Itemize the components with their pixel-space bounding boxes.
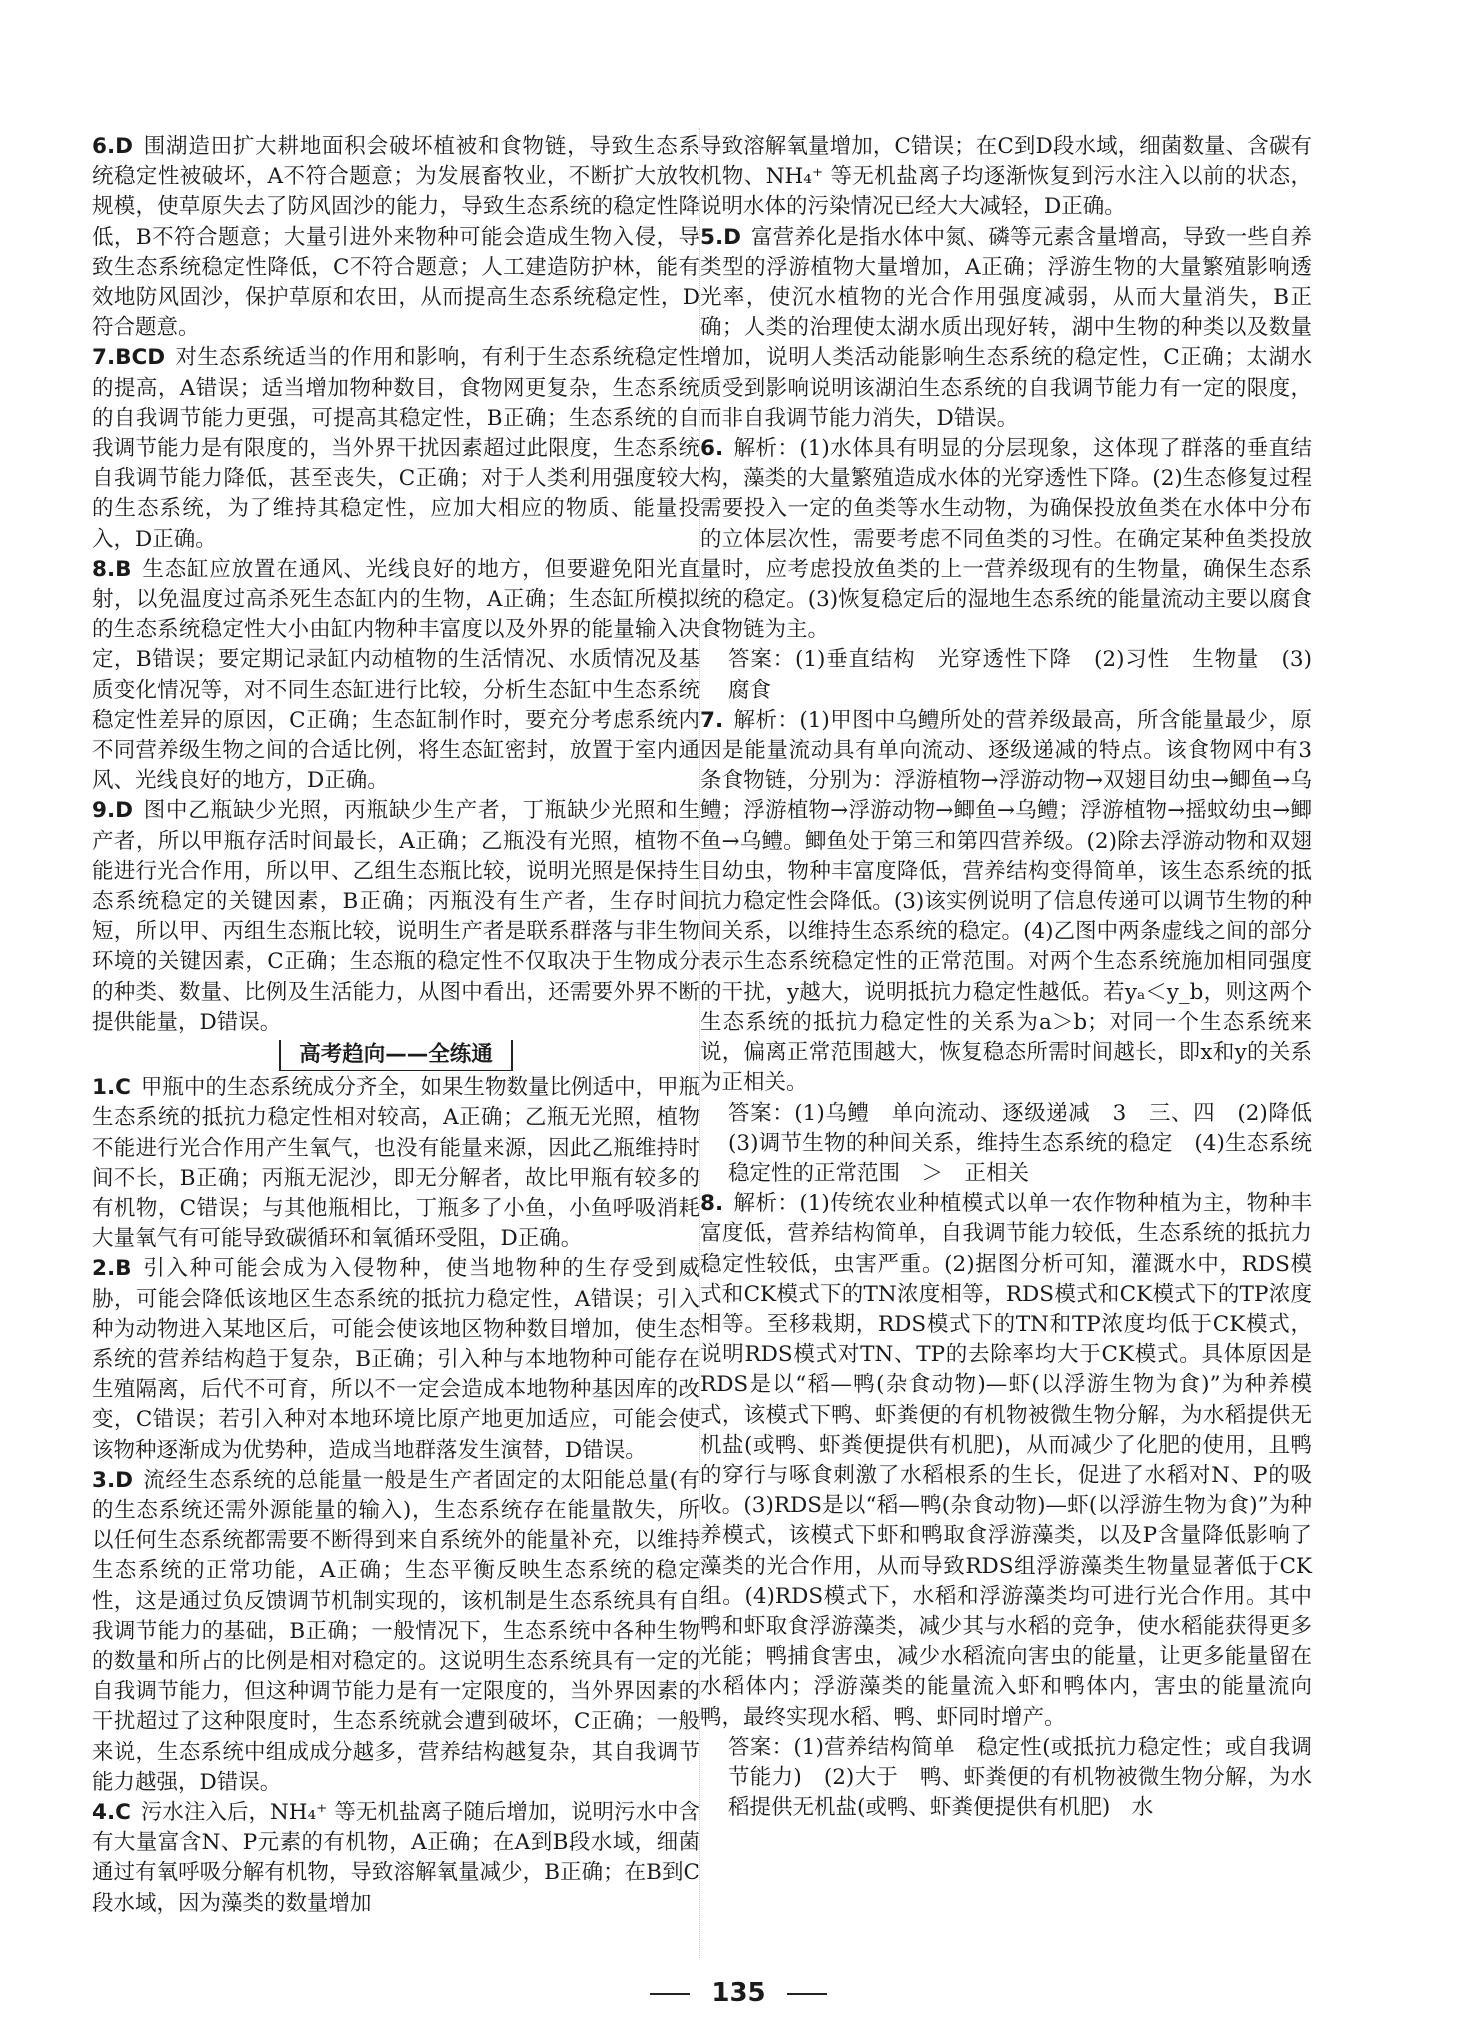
question-number: 8.B xyxy=(92,556,132,582)
question-explanation xyxy=(700,1189,1312,1733)
left-column xyxy=(92,132,700,1919)
question-number: 9.D xyxy=(92,798,133,824)
section-header xyxy=(92,1040,700,1071)
question-number: 7.BCD xyxy=(92,345,166,371)
question-number: 8. xyxy=(700,1191,724,1217)
explanation-text: 污水注入后，NH₄⁺ 等无机盐离子随后增加，说明污水中含有大量富含N、P元素的有机物，A正确；在A到B段水域，细菌通过有氧呼吸分解有机物，导致溶解氧量减少，B正确；在B到C段水域，因为藻类的数量增加 xyxy=(92,1799,700,1916)
footer-dash-right xyxy=(787,1993,827,1995)
explanation-text: 导致溶解氧量增加，C错误；在C到D段水域，细菌数量、含碳有机物、NH₄⁺ 等无机盐离子均逐渐恢复到污水注入以前的状态，说明水体的污染情况已经大大减轻，D正确。 xyxy=(700,134,1312,220)
question-explanation xyxy=(92,343,700,554)
explanation-text: 解析：(1)水体具有明显的分层现象，这体现了群落的垂直结构，藻类的大量繁殖造成水体的光穿透性下降。(2)生态修复过程需要投入一定的鱼类等水生动物，为确保投放鱼类在水体中分布的立体层次性，需要考虑不同鱼类的习性。在确定某种鱼类投放量时，应考虑投放鱼类的上一营养级现有的生物量，确保生态系统的稳定。(3)恢复稳定后的湿地生态系统的能量流动主要以腐食食物链为主。 xyxy=(700,436,1312,643)
right-column xyxy=(700,132,1334,1823)
question-number: 3.D xyxy=(92,1467,133,1493)
page-number-footer xyxy=(0,1978,1477,2008)
explanation-text: 解析：(1)传统农业种植模式以单一农作物种植为主，物种丰富度低，营养结构简单，自我调节能力较低，生态系统的抵抗力稳定性较低，虫害严重。(2)据图分析可知，灌溉水中，RDS模式和CK模式下的TN浓度相等，RDS模式和CK模式下的TP浓度相等。至移栽期，RDS模式下的TN和TP浓度均低于CK模式，说明RDS模式对TN、TP的去除率均大于CK模式。具体原因是RDS是以“稻—鸭(杂食动物)—虾(以浮游生物为食)”为种养模式，该模式下鸭、虾粪便的有机物被微生物分解，为水稻提供无机盐(或鸭、虾粪便提供有机肥)，从而减少了化肥的使用，且鸭的穿行与啄食刺激了水稻根系的生长，促进了水稻对N、P的吸收。(3)RDS是以“稻—鸭(杂食动物)—虾(以浮游生物为食)”为种养模式，该模式下虾和鸭取食浮游藻类，以及P含量降低影响了藻类的光合作用，从而导致RDS组浮游藻类生物量显著低于CK组。(4)RDS模式下，水稻和浮游藻类均可进行光合作用。其中鸭和虾取食浮游藻类，减少其与水稻的竞争，使水稻能获得更多光能；鸭捕食害虫，减少水稻流向害虫的能量，让更多能量留在水稻体内；浮游藻类的能量流入虾和鸭体内，害虫的能量流向鸭，最终实现水稻、鸭、虾同时增产。 xyxy=(700,1191,1312,1730)
explanation-text: 围湖造田扩大耕地面积会破坏植被和食物链，导致生态系统稳定性被破坏，A不符合题意；为发展畜牧业，不断扩大放牧规模，使草原失去了防风固沙的能力，导致生态系统的稳定性降低，B不符合题意；大量引进外来物种可能会造成生物入侵，导致生态系统稳定性降低，C不符合题意；人工建造防护林，能有效地防风固沙，保护草原和农田，从而提高生态系统稳定性，D符合题意。 xyxy=(92,134,700,341)
question-number: 1.C xyxy=(92,1075,131,1101)
question-explanation xyxy=(92,796,700,1038)
explanation-text: 引入种可能会成为入侵物种，使当地物种的生存受到威胁，可能会降低该地区生态系统的抵抗力稳定性，A错误；引入种为动物进入某地区后，可能会使该地区物种数目增加，使生态系统的营养结构趋于复杂，B正确；引入种与本地物种可能存在生殖隔离，后代不可育，所以不一定会造成本地物种基因库的改变，C错误；若引入种对本地环境比原产地更加适应，可能会使该物种逐渐成为优势种，造成当地群落发生演替，D错误。 xyxy=(92,1256,700,1463)
section-header-text: 高考趋向——全练通 xyxy=(279,1040,513,1071)
explanation-text: 解析：(1)甲图中乌鳢所处的营养级最高，所含能量最少，原因是能量流动具有单向流动、逐级递减的特点。该食物网中有3条食物链，分别为：浮游植物→浮游动物→双翅目幼虫→鲫鱼→乌鳢；浮游植物→浮游动物→鲫鱼→乌鳢；浮游植物→摇蚊幼虫→鲫鱼→乌鳢。鲫鱼处于第三和第四营养级。(2)除去浮游动物和双翅目幼虫，物种丰富度降低，营养结构变得简单，该生态系统的抵抗力稳定性会降低。(3)该实例说明了信息传递可以调节生物的种间关系，以维持生态系统的稳定。(4)乙图中两条虚线之间的部分表示生态系统稳定性的正常范围。对两个生态系统施加相同强度的干扰，y越大，说明抵抗力稳定性越低。若yₐ＜y_b，则这两个生态系统的抵抗力稳定性的关系为a＞b；对同一个生态系统来说，偏离正常范围越大，恢复稳态所需时间越长，即x和y的关系为正相关。 xyxy=(700,707,1312,1096)
explanation-text: 生态缸应放置在通风、光线良好的地方，但要避免阳光直射，以免温度过高杀死生态缸内的生物，A正确；生态缸所模拟的生态系统稳定性大小由缸内物种丰富度以及外界的能量输入决定，B错误；要定期记录缸内动植物的生活情况、水质情况及基质变化情况等，对不同生态缸进行比较，分析生态缸中生态系统稳定性差异的原因，C正确；生态缸制作时，要充分考虑系统内不同营养级生物之间的合适比例，将生态缸密封，放置于室内通风、光线良好的地方，D正确。 xyxy=(92,556,700,794)
footer-dash-left xyxy=(650,1993,690,1995)
answer-line: 答案：(1)营养结构简单 稳定性(或抵抗力稳定性；或自我调节能力) (2)大于 鸭、虾粪便的有机物被微生物分解，为水稻提供无机盐(或鸭、虾粪便提供有机肥) 水 xyxy=(728,1734,1312,1821)
question-explanation xyxy=(700,706,1312,1099)
question-explanation xyxy=(92,132,700,343)
question-number: 7. xyxy=(700,707,724,733)
question-explanation xyxy=(92,555,700,797)
question-explanation xyxy=(92,1254,700,1465)
question-explanation xyxy=(92,1798,700,1919)
explanation-text: 流经生态系统的总能量一般是生产者固定的太阳能总量(有的生态系统还需外源能量的输入)，生态系统存在能量散失，所以任何生态系统都需要不断得到来自系统外的能量补充，以维持生态系统的正常功能，A正确；生态平衡反映生态系统的稳定性，这是通过负反馈调节机制实现的，该机制是生态系统具有自我调节能力的基础，B正确；一般情况下，生态系统中各种生物的数量和所占的比例是相对稳定的。这说明生态系统具有一定的自我调节能力，但这种调节能力是有一定限度的，当外界因素的干扰超过了这种限度时，生态系统就会遭到破坏，C正确；一般来说，生态系统中组成成分越多，营养结构越复杂，其自我调节能力越强，D错误。 xyxy=(92,1467,700,1795)
question-explanation xyxy=(700,223,1312,434)
question-number: 4.C xyxy=(92,1799,131,1825)
explanation-text: 甲瓶中的生态系统成分齐全，如果生物数量比例适中，甲瓶生态系统的抵抗力稳定性相对较高，A正确；乙瓶无光照，植物不能进行光合作用产生氧气，也没有能量来源，因此乙瓶维持时间不长，B正确；丙瓶无泥沙，即无分解者，故比甲瓶有较多的有机物，C错误；与其他瓶相比，丁瓶多了小鱼，小鱼呼吸消耗大量氧气有可能导致碳循环和氧循环受阻，D正确。 xyxy=(92,1075,700,1252)
question-number: 5.D xyxy=(700,224,741,250)
explanation-text: 富营养化是指水体中氮、磷等元素含量增高，导致一些自养类型的浮游植物大量增加，A正确；浮游生物的大量繁殖影响透光率，使沉水植物的光合作用强度减弱，从而大量消失，B正确；人类的治理使太湖水质出现好转，湖中生物的种类以及数量增加，说明人类活动能影响生态系统的稳定性，C正确；太湖水质受到影响说明该湖泊生态系统的自我调节能力有一定的限度，而非自我调节能力消失，D错误。 xyxy=(700,224,1312,431)
question-explanation xyxy=(700,434,1312,645)
answer-line: 答案：(1)乌鳢 单向流动、逐级递减 3 三、四 (2)降低 (3)调节生物的种间关系，维持生态系统的稳定 (4)生态系统稳定性的正常范围 ＞ 正相关 xyxy=(728,1100,1334,1186)
question-number: 6. xyxy=(700,436,724,462)
question-number: 6.D xyxy=(92,134,133,159)
question-explanation xyxy=(92,1073,700,1254)
question-explanation xyxy=(700,132,1312,223)
question-number: 2.B xyxy=(92,1256,132,1282)
question-explanation xyxy=(92,1466,700,1798)
page-number: 135 xyxy=(711,1978,766,2008)
explanation-text: 对生态系统适当的作用和影响，有利于生态系统稳定性的提高，A错误；适当增加物种数目，食物网更复杂，生态系统的自我调节能力更强，可提高其稳定性，B正确；生态系统的自我调节能力是有限度的，当外界干扰因素超过此限度，生态系统自我调节能力降低，甚至丧失，C正确；对于人类利用强度较大的生态系统，为了维持其稳定性，应加大相应的物质、能量投入，D正确。 xyxy=(92,345,700,552)
explanation-text: 图中乙瓶缺少光照，丙瓶缺少生产者，丁瓶缺少光照和生产者，所以甲瓶存活时间最长，A正确；乙瓶没有光照，植物不能进行光合作用，所以甲、乙组生态瓶比较，说明光照是保持生态系统稳定的关键因素，B正确；丙瓶没有生产者，生存时间短，所以甲、丙组生态瓶比较，说明生产者是联系群落与非生物环境的关键因素，C正确；生态瓶的稳定性不仅取决于生物成分的种类、数量、比例及生活能力，从图中看出，还需要外界不断提供能量，D错误。 xyxy=(92,798,700,1035)
answer-line: 答案：(1)垂直结构 光穿透性下降 (2)习性 生物量 (3)腐食 xyxy=(728,647,1312,703)
